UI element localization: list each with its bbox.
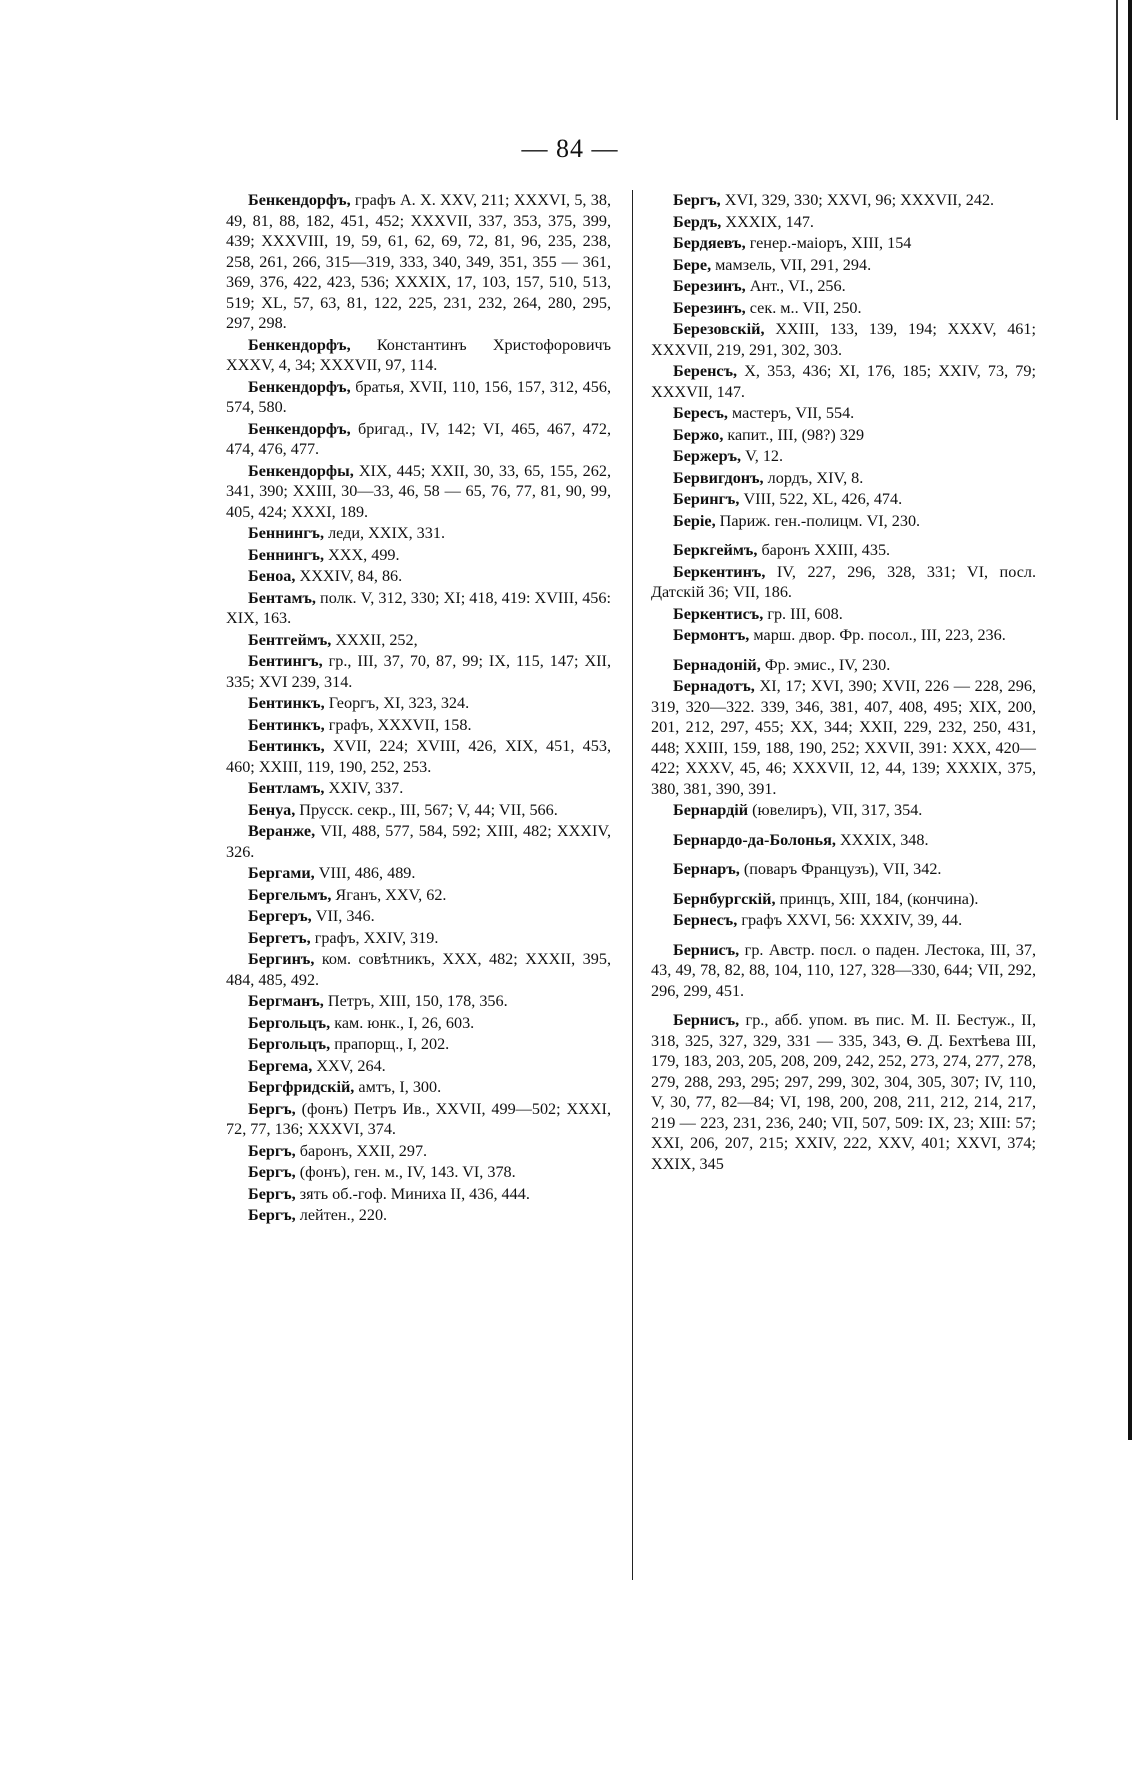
- index-entry: [651, 625, 1036, 646]
- entry-heading: Бентгеймъ,: [248, 630, 332, 649]
- entry-heading: Бернесъ,: [673, 911, 738, 929]
- left-column: [226, 190, 611, 1227]
- index-entry: [226, 1162, 611, 1183]
- index-entry: [651, 800, 1036, 821]
- index-entry: [226, 906, 611, 927]
- index-entry: [226, 928, 611, 949]
- entry-heading: Беренсъ,: [673, 362, 738, 380]
- scan-edge-bar: [1128, 0, 1132, 1440]
- entry-references: XXXII, 252,: [331, 630, 418, 649]
- entry-references: марш. двор. Фр. посол., III, 223, 236.: [749, 626, 1006, 644]
- entry-heading: Бенкендорфъ,: [248, 335, 351, 354]
- entry-heading: Бернбургскій,: [673, 889, 776, 908]
- entry-heading: Бердяевъ,: [673, 234, 746, 252]
- entry-heading: Бернадотъ,: [673, 677, 755, 695]
- index-entry: [226, 949, 611, 990]
- entry-references: мастеръ, VII, 554.: [727, 404, 855, 422]
- entry-references: гр., абб. упом. въ пис. М. II. Бестуж., II, 318, 325, 327, 329, 331 — 335, 343, Ѳ. Д. Бехтѣева III, 179, 183, 203, 205, 208, 209, 242, 252, 273, 274, 277, 278, 279, 288, 293, 295; 297, 299, 302, 304, 305, 307; IV, 110, V, 30, 77, 82—84; VI, 198, 200, 208, 211, 212, 214, 217, 219 — 223, 231, 236, 240; VII, 507, 509: IX, 23; XIII: 57; XXI, 206, 207, 215; XXIV, 222, XXV, 401; XXVI, 374; XXIX, 345: [651, 1011, 1036, 1173]
- index-entry: [226, 1099, 611, 1140]
- entry-heading: Беннингъ,: [248, 524, 325, 542]
- entry-heading: Беркгеймъ,: [673, 541, 758, 559]
- entry-heading: Бенкендорфъ,: [248, 419, 351, 438]
- entry-references: братья, XVII, 110, 156, 157, 312, 456, 574, 580.: [226, 377, 611, 416]
- entry-heading: Беріе,: [673, 511, 716, 530]
- entry-references: XXXIV, 84, 86.: [295, 567, 403, 585]
- entry-heading: Беноа,: [248, 567, 296, 585]
- entry-references: графъ А. Х. XXV, 211; XXXVI, 5, 38, 49, 81, 88, 182, 451, 452; XXXVII, 337, 353, 375, 399, 439; XXXVIII, 19, 59, 61, 62, 69, 72, 81, 96, 235, 238, 258, 261, 266, 315—319, 333, 340, 349, 351, 355 — 361, 369, 376, 422, 423, 536; XXXIX, 17, 103, 157, 510, 513, 519; XL, 57, 63, 81, 122, 225, 231, 232, 264, 280, 295, 297, 298.: [226, 191, 611, 332]
- index-entry: [226, 800, 611, 821]
- index-entry: [226, 1141, 611, 1162]
- entry-references: зять об.-гоф. Миниха II, 436, 444.: [295, 1184, 530, 1203]
- index-entry: [226, 566, 611, 587]
- entry-heading: Бергинъ,: [248, 950, 315, 968]
- entry-heading: Бергъ,: [673, 191, 721, 209]
- index-entry: [651, 540, 1036, 561]
- entry-heading: Бергольцъ,: [248, 1013, 331, 1032]
- entry-heading: Бергъ,: [248, 1184, 296, 1203]
- entry-references: XXV, 264.: [312, 1056, 386, 1075]
- entry-references: VIII, 486, 489.: [314, 864, 416, 882]
- entry-references: графъ, XXXVII, 158.: [324, 715, 472, 734]
- entry-heading: Бергельмъ,: [248, 885, 332, 904]
- entry-references: (фонъ) Петръ Ив., XXVII, 499—502; XXXI, 72, 77, 136; XXXVI, 374.: [226, 1099, 611, 1138]
- index-entry: [651, 562, 1036, 603]
- entry-heading: Бергъ,: [248, 1141, 296, 1160]
- entry-references: (ювелиръ), VII, 317, 354.: [748, 801, 923, 819]
- entry-references: гр., III, 37, 70, 87, 99; IX, 115, 147; XII, 335; XVI 239, 314.: [226, 652, 611, 691]
- entry-heading: Бентинкъ,: [248, 715, 325, 734]
- index-entry: [651, 190, 1036, 211]
- entry-references: X, 353, 436; XI, 176, 185; XXIV, 73, 79; XXXVII, 147.: [651, 362, 1036, 401]
- index-entry: [651, 403, 1036, 424]
- entry-heading: Бернисъ,: [673, 940, 740, 959]
- index-entry: [651, 425, 1036, 446]
- entry-references: Прусск. секр., III, 567; V, 44; VII, 566.: [295, 800, 558, 819]
- entry-references: полк. V, 312, 330; XI; 418, 419: XVIII, 456: XIX, 163.: [226, 588, 611, 627]
- entry-references: XVII, 224; XVIII, 426, XIX, 451, 453, 460; XXIII, 119, 190, 252, 253.: [226, 737, 611, 776]
- entry-heading: Бергъ,: [248, 1099, 296, 1118]
- entry-references: сек. м.. VII, 250.: [745, 298, 862, 317]
- index-entry: [651, 361, 1036, 402]
- entry-references: Ант., VI., 256.: [745, 277, 846, 295]
- entry-references: Георгъ, XI, 323, 324.: [324, 694, 470, 712]
- entry-heading: Бентинкъ,: [248, 737, 325, 755]
- index-entry: [226, 863, 611, 884]
- entry-heading: Беркентинъ,: [673, 562, 766, 581]
- entry-references: прапорщ., I, 202.: [330, 1035, 450, 1053]
- entry-references: Яганъ, XXV, 62.: [331, 885, 447, 904]
- entry-heading: Бергами,: [248, 864, 315, 882]
- index-entry: [226, 1077, 611, 1098]
- index-entry: [651, 910, 1036, 931]
- entry-heading: Берингъ,: [673, 490, 740, 508]
- entry-references: бригад., IV, 142; VI, 465, 467, 472, 474, 476, 477.: [226, 419, 611, 458]
- entry-heading: Бергетъ,: [248, 928, 311, 947]
- entry-heading: Бержо,: [673, 425, 724, 444]
- entry-heading: Бергеръ,: [248, 907, 312, 925]
- right-column: [651, 190, 1036, 1175]
- index-entry: [226, 1205, 611, 1226]
- entry-heading: Бервигдонъ,: [673, 468, 764, 487]
- entry-heading: Бергема,: [248, 1056, 313, 1075]
- index-entry: [651, 233, 1036, 254]
- index-entry: [651, 298, 1036, 319]
- entry-heading: Беннингъ,: [248, 545, 325, 564]
- index-entry: [226, 523, 611, 544]
- index-entry: [651, 319, 1036, 360]
- entry-references: баронъ, XXII, 297.: [295, 1141, 428, 1160]
- index-entry: [651, 1010, 1036, 1174]
- index-entry: [226, 461, 611, 523]
- entry-references: Петръ, XIII, 150, 178, 356.: [323, 992, 508, 1010]
- entry-heading: Березинъ,: [673, 277, 746, 295]
- entry-heading: Бернисъ,: [673, 1011, 740, 1029]
- entry-heading: Бернардо-да-Болонья,: [673, 830, 836, 849]
- entry-heading: Бентинкъ,: [248, 694, 325, 712]
- index-entry: [226, 377, 611, 418]
- entry-heading: Бержеръ,: [673, 447, 742, 465]
- entry-heading: Бересъ,: [673, 404, 728, 422]
- entry-references: VII, 488, 577, 584, 592; XIII, 482; XXXIV, 326.: [226, 822, 611, 861]
- entry-references: леди, XXIX, 331.: [324, 524, 446, 542]
- index-columns: [226, 190, 1036, 1610]
- entry-references: XXXIX, 348.: [835, 830, 929, 849]
- entry-heading: Бенкендорфъ,: [248, 191, 351, 209]
- index-entry: [651, 604, 1036, 625]
- index-entry: [651, 468, 1036, 489]
- index-entry: [226, 190, 611, 334]
- index-entry: [651, 276, 1036, 297]
- entry-heading: Бенуа,: [248, 800, 296, 819]
- entry-references: Париж. ген.-полицм. VI, 230.: [715, 511, 921, 530]
- entry-references: кам. юнк., I, 26, 603.: [330, 1013, 475, 1032]
- entry-heading: Бернадоній,: [673, 655, 761, 674]
- index-entry: [651, 489, 1036, 510]
- entry-heading: Беркентисъ,: [673, 604, 764, 623]
- entry-heading: Бергъ,: [248, 1206, 296, 1224]
- entry-references: V, 12.: [741, 447, 784, 465]
- index-entry: [226, 335, 611, 376]
- index-entry: [226, 821, 611, 862]
- entry-heading: Бергъ,: [248, 1163, 296, 1181]
- index-entry: [651, 511, 1036, 532]
- index-entry: [226, 419, 611, 460]
- entry-heading: Бергольцъ,: [248, 1035, 331, 1053]
- entry-heading: Березовскій,: [673, 320, 765, 338]
- entry-heading: Бенкендорфы,: [248, 461, 354, 480]
- entry-references: мамзель, VII, 291, 294.: [711, 255, 872, 274]
- entry-heading: Бенкендорфъ,: [248, 377, 351, 396]
- entry-references: гр. Австр. посл. о паден. Лестока, III, 37, 43, 49, 78, 82, 88, 104, 110, 127, 328—330, 644; VII, 292, 296, 299, 451.: [651, 940, 1036, 1000]
- entry-references: ком. совѣтникъ, XXX, 482; XXXII, 395, 484, 485, 492.: [226, 950, 611, 989]
- index-entry: [226, 588, 611, 629]
- index-entry: [226, 545, 611, 566]
- entry-heading: Березинъ,: [673, 298, 746, 317]
- entry-heading: Бентламъ,: [248, 779, 325, 797]
- index-entry: [651, 676, 1036, 799]
- entry-references: генер.-маіоръ, XIII, 154: [745, 234, 912, 252]
- column-divider: [632, 190, 633, 1580]
- page-number: — 84 —: [521, 134, 619, 163]
- index-entry: [226, 715, 611, 736]
- entry-heading: Бермонтъ,: [673, 626, 750, 644]
- entry-references: XIX, 445; XXII, 30, 33, 65, 155, 262, 341, 390; XXIII, 30—33, 46, 58 — 65, 76, 77, 81, 90, 99, 405, 424; XXXI, 189.: [226, 461, 611, 521]
- entry-references: VII, 346.: [311, 907, 375, 925]
- entry-references: XXXIX, 147.: [721, 212, 814, 231]
- index-entry: [651, 830, 1036, 851]
- entry-references: XXX, 499.: [324, 545, 400, 564]
- index-entry: [226, 1184, 611, 1205]
- index-entry: [651, 940, 1036, 1002]
- entry-references: IV, 227, 296, 328, 331; VI, посл. Датскій 36; VII, 186.: [651, 562, 1036, 601]
- index-entry: [226, 1034, 611, 1055]
- entry-references: графъ XXVI, 56: XXXIV, 39, 44.: [737, 911, 963, 929]
- index-entry: [226, 885, 611, 906]
- entry-references: амтъ, I, 300.: [354, 1078, 442, 1096]
- index-entry: [226, 991, 611, 1012]
- entry-references: XXIV, 337.: [324, 779, 404, 797]
- entry-references: XVI, 329, 330; XXVI, 96; XXXVII, 242.: [720, 191, 995, 209]
- entry-references: Константинъ Христофоровичъ XXXV, 4, 34; XXXVII, 97, 114.: [226, 335, 611, 374]
- entry-heading: Бергфридскій,: [248, 1078, 355, 1096]
- index-entry: [651, 889, 1036, 910]
- entry-heading: Бернаръ,: [673, 860, 740, 878]
- entry-heading: Бере,: [673, 255, 712, 274]
- entry-references: гр. III, 608.: [763, 604, 843, 623]
- entry-heading: Бергманъ,: [248, 992, 324, 1010]
- index-entry: [226, 693, 611, 714]
- index-entry: [226, 736, 611, 777]
- entry-references: принцъ, XIII, 184, (кончина).: [775, 889, 979, 908]
- entry-references: VIII, 522, XL, 426, 474.: [739, 490, 903, 508]
- entry-references: XI, 17; XVI, 390; XVII, 226 — 228, 296, 319, 320—322. 339, 346, 381, 407, 408, 495; XIX, 200, 201, 212, 297, 455; XX, 344; XXII, 229, 232, 250, 431, 448; XXIII, 159, 188, 190, 252; XXVII, 391: XXX, 420—422; XXXV, 45, 46; XXXVII, 12, 44, 139; XXXIX, 375, 380, 381, 390, 391.: [651, 677, 1036, 798]
- entry-heading: Бентамъ,: [248, 588, 316, 607]
- entry-references: лордъ, XIV, 8.: [763, 468, 864, 487]
- entry-heading: Веранже,: [248, 822, 316, 840]
- index-entry: [651, 212, 1036, 233]
- entry-references: баронъ XXIII, 435.: [757, 541, 891, 559]
- entry-references: (поваръ Французъ), VII, 342.: [739, 860, 942, 878]
- entry-references: (фонъ), ген. м., IV, 143. VI, 378.: [295, 1163, 516, 1181]
- entry-references: графъ, XXIV, 319.: [310, 928, 439, 947]
- entry-heading: Бентингъ,: [248, 652, 323, 670]
- index-entry: [226, 630, 611, 651]
- index-entry: [651, 255, 1036, 276]
- index-entry: [651, 446, 1036, 467]
- entry-references: Фр. эмис., IV, 230.: [760, 655, 891, 674]
- index-entry: [226, 1056, 611, 1077]
- index-entry: [651, 859, 1036, 880]
- index-entry: [651, 655, 1036, 676]
- index-entry: [226, 778, 611, 799]
- entry-references: лейтен., 220.: [295, 1206, 388, 1224]
- entry-heading: Бернардій: [673, 801, 749, 819]
- index-entry: [226, 1013, 611, 1034]
- scan-edge-mark: [1116, 0, 1118, 120]
- index-entry: [226, 651, 611, 692]
- entry-references: капит., III, (98?) 329: [723, 425, 865, 444]
- entry-references: XXIII, 133, 139, 194; XXXV, 461; XXXVII, 219, 291, 302, 303.: [651, 320, 1036, 359]
- entry-heading: Бердъ,: [673, 212, 722, 231]
